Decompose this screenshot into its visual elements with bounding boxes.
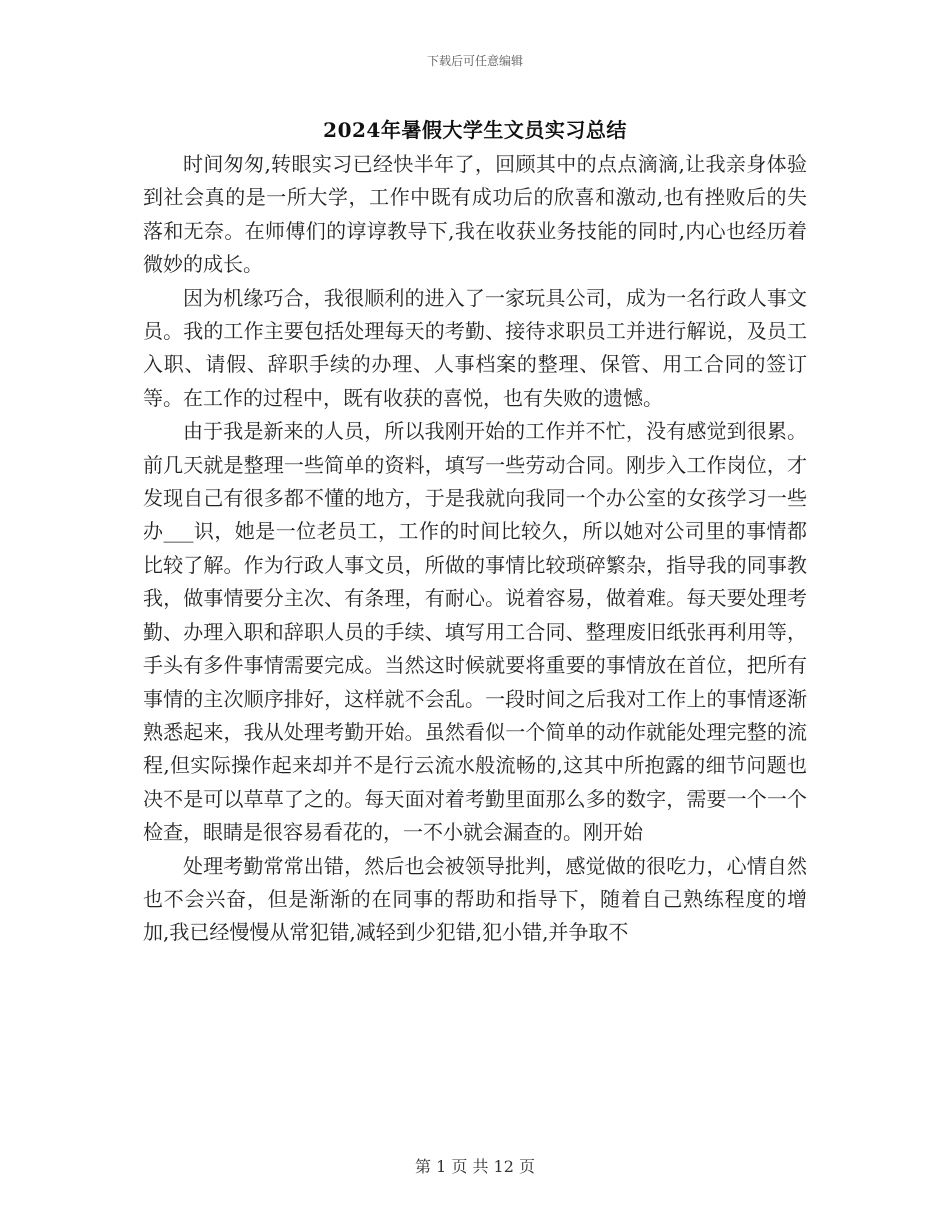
paragraph-3: 由于我是新来的人员，所以我刚开始的工作并不忙，没有感觉到很累。前几天就是整理一些简单的资料，填写一些劳动合同。刚步入工作岗位，才发现自己有很多都不懂的地方，于是我就向我同一个办公室的女孩学习一些办___识，她是一位老员工，工作的时间比较久，所以她对公司里的事情都比较了解。作为行政人事文员，所做的事情比较琐碎繁杂，指导我的同事教我，做事情要分主次、有条理，有耐心。说着容易，做着难。每天要处理考勤、办理入职和辞职人员的手续、填写用工合同、整理废旧纸张再利用等，手头有多件事情需要完成。当然这时候就要将重要的事情放在首位，把所有事情的主次顺序排好，这样就不会乱。一段时间之后我对工作上的事情逐渐熟悉起来，我从处理考勤开始。虽然看似一个简单的动作就能处理完整的流程,但实际操作起来却并不是行云流水般流畅的,这其中所抱露的细节问题也决不是可以草草了之的。每天面对着考勤里面那么多的数字，需要一个一个检查，眼睛是很容易看花的，一不小就会漏查的。刚开始 <box>143 419 807 845</box>
header-note: 下载后可任意编辑 <box>426 54 523 68</box>
document-title: 2024年暑假大学生文员实习总结 <box>323 118 627 142</box>
paragraph-2: 因为机缘巧合，我很顺利的进入了一家玩具公司，成为一名行政人事文员。我的工作主要包括处理每天的考勤、接待求职员工并进行解说，及员工入职、请假、辞职手续的办理、人事档案的整理、保管、用工合同的签订等。在工作的过程中，既有收获的喜悦，也有失败的遗憾。 <box>143 285 807 410</box>
document-body <box>143 148 807 950</box>
page-number: 第 1 页 共 12 页 <box>415 1157 535 1176</box>
paragraph-4: 处理考勤常常出错，然后也会被领导批判，感觉做的很吃力，心情自然也不会兴奋，但是渐渐的在同事的帮助和指导下，随着自己熟练程度的增加,我已经慢慢从常犯错,减轻到少犯错,犯小错,并争取不 <box>143 853 807 945</box>
paragraph-1: 时间匆匆,转眼实习已经快半年了，回顾其中的点点滴滴,让我亲身体验到社会真的是一所大学，工作中既有成功后的欣喜和激动,也有挫败后的失落和无奈。在师傅们的谆谆教导下,我在收获业务技能的同时,内心也经历着微妙的成长。 <box>143 152 807 277</box>
